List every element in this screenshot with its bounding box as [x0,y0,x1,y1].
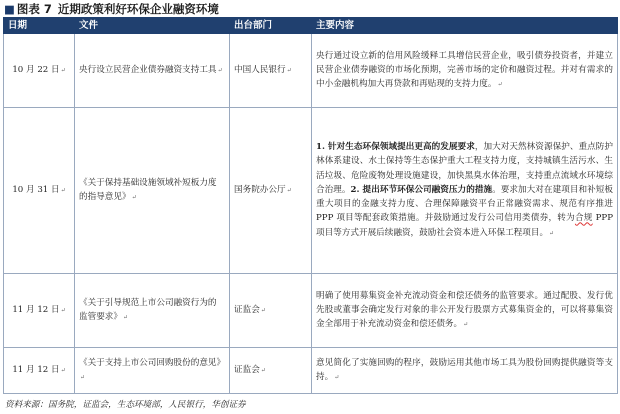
table-header-row [4,18,618,34]
cell-doc: 《关于支持上市公司回购股份的意见》↵ [75,348,230,394]
header-content: 主要内容 [312,18,618,34]
paragraph-mark-icon: ↵ [60,66,66,74]
cell-content: 意见简化了实施回购的程序，鼓励运用其他市场工具为股份回购提供融资等支持。↵ [312,348,618,394]
cell-date: 10 月 31 日↵ [4,108,75,274]
paragraph-mark-icon: ↵ [122,314,129,321]
paragraph-mark-icon: ↵ [60,186,66,194]
paragraph-mark-icon: ↵ [334,374,340,381]
source-note: 资料来源：国务院，证监会，生态环境部，人民银行，华创证券 [5,400,246,410]
cell-dept: 证监会↵ [230,274,312,348]
cell-dept: 中国人民银行↵ [230,34,312,108]
square-marker-icon: ■ [4,2,15,16]
cell-content: 央行通过设立新的信用风险缓释工具增信民营企业，吸引债券投资者，并建立民营企业债券融资的市场化预期，完善市场的定价和融资过程。并对有需求的中小金融机构加大再贷款和再贴现的支持力度。↵ [312,34,618,108]
cell-doc: 央行设立民营企业债券融资支持工具↵ [75,34,230,108]
paragraph-mark-icon: ↵ [60,306,66,314]
figure-title-text: 近期政策利好环保企业融资环境 [57,2,219,16]
figure-label: 图表 7 [16,2,52,16]
table-row [4,108,618,274]
paragraph-mark-icon: ↵ [549,229,555,237]
paragraph-mark-icon: ↵ [286,66,292,74]
header-dept: 出台部门 [230,18,312,34]
paragraph-mark-icon: ↵ [80,374,86,381]
paragraph-mark-icon: ↵ [260,306,266,314]
paragraph-mark-icon: ↵ [286,186,292,194]
figure-title [4,2,616,16]
cell-doc: 《关于保持基础设施领域补短板力度的指导意见》↵ [75,108,230,274]
paragraph-mark-icon: ↵ [131,194,137,201]
cell-content: 1. 针对生态环保领域提出更高的发展要求，加大对天然林资源保护、重点防护林体系建设、水土保持等生态保护重大工程支持力度，支持城镇生活污水、生活垃圾、危险废物处理设施建设，加快黑臭水体治理，支持重点流域水环境综合治理。2. 提出环节环保公司融资压力的措施。要求加大对在建项目和补短板重大项目的金融支持力度、合理保障融资平台正常融资需求、规范有序推进 PPP 项目等配套政策措施。并鼓励通过发行公司信用类债券，转为合规 PPP 项目等方式开展后续融资，鼓励社会资本进入环保工程项目。↵ [312,108,618,274]
cell-dept: 国务院办公厅↵ [230,108,312,274]
cell-date: 11 月 12 日↵ [4,348,75,394]
table-row [4,274,618,348]
header-doc: 文件 [75,18,230,34]
policy-table [3,17,618,394]
header-date: 日期 [4,18,75,34]
paragraph-mark-icon: ↵ [217,66,223,74]
cell-doc: 《关于引导规范上市公司融资行为的监管要求》↵ [75,274,230,348]
cell-date: 11 月 12 日↵ [4,274,75,348]
paragraph-mark-icon: ↵ [60,366,66,374]
paragraph-mark-icon: ↵ [497,81,503,89]
cell-content: 明确了使用募集资金补充流动资金和偿还债务的监管要求。通过配股、发行优先股或董事会确定发行对象的非公开发行股票方式募集资金的，可以将募集资金全部用于补充流动资金和偿还债务。↵ [312,274,618,348]
paragraph-mark-icon: ↵ [260,366,266,374]
cell-date: 10 月 22 日↵ [4,34,75,108]
table-row [4,348,618,394]
paragraph-mark-icon: ↵ [463,321,469,329]
table-row [4,34,618,108]
cell-dept: 证监会↵ [230,348,312,394]
